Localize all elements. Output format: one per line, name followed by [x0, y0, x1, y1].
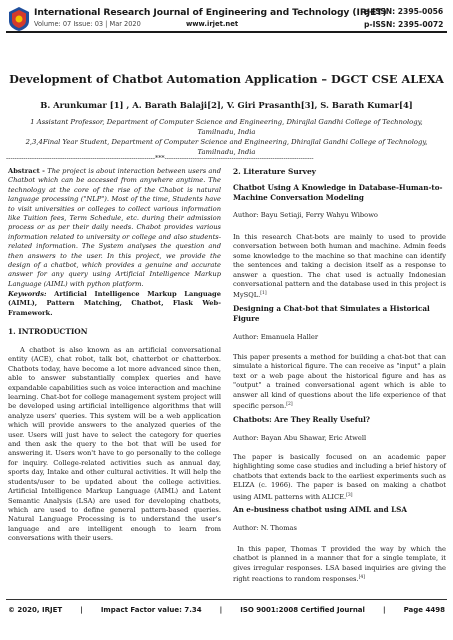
affiliation-2-location: Tamilnadu, India: [197, 148, 256, 156]
p-issn: p-ISSN: 2395-0072: [364, 20, 444, 29]
keywords-block: [8, 290, 221, 318]
survey-item-text: [233, 233, 446, 301]
abstract-text: The project is about interaction between users and Chatbot which can be accessed from anywhere anytime. The technology at the core of the rise of the Chabot is natural language processing ("NLP"). Most of the time, Students have to visit universities or colleges to collect various information like Tuition fees, Term Schedule, etc. during their admission process or as per their daily needs. Chabot provides various information related to university or college and also students-related information. The System analyses the question and then answers to the user. In this project, we provide the design of a chatbot, which provides a genuine and accurate answer for any query using Artificial Intelligence Markup Language (AIML) with python platform.: [8, 167, 221, 288]
survey-item-body: The paper is basically focused on an academic paper highlighting some case studies and including a brief history of chatbots that extends back to the earliest experiments such as ELIZA (c. 1966). The paper is based on making a chatbot using AIML patterns with ALICE.: [233, 453, 446, 501]
survey-heading: 2. Literature Survey: [233, 167, 316, 176]
affiliation-1: 1 Assistant Professor, Department of Computer Science and Engineering, Dhirajlal Gandhi College of Technology,: [30, 118, 423, 126]
survey-item-title: Chatbot Using A Knowledge in Database-Human-to-Machine Conversation Modeling: [233, 183, 443, 202]
keywords-label: Keywords:: [8, 290, 55, 298]
survey-item-text: [233, 545, 446, 585]
footer-iso: ISO 9001:2008 Certified Journal: [240, 606, 365, 614]
footer-separator: |: [382, 606, 386, 614]
survey-item-title: Designing a Chat-bot that Simulates a Historical Figure: [233, 304, 430, 323]
survey-item-author: Author: Emanuela Haller: [233, 333, 319, 341]
abstract-block: [8, 167, 221, 289]
footer-copyright: © 2020, IRJET: [8, 606, 63, 614]
survey-item-title: An e-business chatbot using AIML and LSA: [233, 505, 407, 514]
survey-item-text: [233, 353, 446, 412]
e-issn: e-ISSN: 2395-0056: [364, 7, 444, 16]
citation-ref: [1]: [260, 291, 267, 297]
keywords-text: Artificial Intelligence Markup Language (AIML), Pattern Matching, Chatbot, Flask Web-Framework.: [8, 290, 221, 317]
intro-heading: 1. INTRODUCTION: [8, 327, 88, 336]
survey-item-body: This paper presents a method for building a chat-bot that can simulate a historical figure. The can receive as "input" a plain text or a web page about the historical figure and has as "output" a trained conversational agent which is able to answer all kind of questions about the life experience of that specific person.: [233, 353, 446, 411]
abstract-label: Abstract -: [8, 167, 48, 175]
section-separator: ---------------------------------------------------------------------***---------------------------------------------------------------------: [6, 155, 314, 162]
citation-ref: [3]: [346, 492, 353, 498]
survey-item-author: Author: N. Thomas: [233, 524, 297, 532]
footer-separator: |: [219, 606, 223, 614]
survey-item-body: In this research Chat-bots are mainly to used to provide conversation between both human and machine. Admin feeds some knowledge to the machine so that machine can identify the sentences and taking a decision itself as a response to answer a question. The chat used is actually Indonesian conversational pattern and the database used in this project is MySQL.: [233, 233, 446, 300]
footer-rule: [6, 599, 447, 600]
survey-item-body: In this paper, Thomas T provided the way by which the chatbot is planned in a manner that for a single template, it gives irregular responses. LSA based inquiries are giving the right reactions to random responses.: [233, 545, 446, 584]
affiliation-1-location: Tamilnadu, India: [197, 128, 256, 136]
paper-title: Development of Chatbot Automation Application – DGCT CSE ALEXA: [9, 72, 444, 86]
survey-item-title: Chatbots: Are They Really Useful?: [233, 415, 371, 424]
header-rule: [6, 31, 447, 33]
intro-text: A chatbot is also known as an artificial conversational entity (ACE), chat robot, talk bot, chatterbot or chatterbox. Chatbots today, have become a lot more advanced since then, able to answer substantially complex queries and have expandable capabilities such as voice interaction and machine learning. Chat-bot for college management system project will be developed using artificial intelligence algorithms that will analyze users' queries. This system will be a web application which will provide answers to the analyzed queries of the user. Users will just have to select the category for queries and then ask the query to the bot that will be used for answering it. Users won't have to go personally to the college for inquiry. College-related activities such as annual day, sports day, Intake and other cultural activities. It will help the students/user to be updated about the college activities. Artificial Intelligence Markup Language (AIML) and Latent Semantic Analysis (LSA) are used for developing chatbots, which are used to define general pattern-based queries. Natural Language Processing is to understand the user's language and are intelligent enough to learn from conversations with their users.: [8, 346, 221, 543]
footer-impact-factor: Impact Factor value: 7.34: [100, 606, 202, 614]
footer-page-number: Page 4498: [403, 606, 445, 614]
survey-item-author: Author: Bayu Setiaji, Ferry Wahyu Wibowo: [233, 211, 378, 219]
page-footer: [8, 606, 445, 614]
journal-url[interactable]: www.irjet.net: [186, 20, 239, 28]
citation-ref: [2]: [286, 402, 293, 408]
volume-issue: Volume: 07 Issue: 03 | Mar 2020: [34, 20, 141, 28]
survey-item-text: [233, 453, 446, 502]
citation-ref: [4]: [358, 575, 365, 581]
affiliation-2: 2,3,4Final Year Student, Department of Computer Science and Engineering, Dhirajlal Gandhi College of Technology,: [25, 138, 428, 146]
survey-item-author: Author: Bayan Abu Shawar, Eric Atwell: [233, 434, 367, 442]
irjet-logo-icon: [8, 6, 30, 32]
journal-name: International Research Journal of Engineering and Technology (IRJET): [34, 7, 387, 18]
footer-separator: |: [80, 606, 83, 614]
author-list: B. Arunkumar [1] , A. Barath Balaji[2], V. Giri Prasanth[3], S. Barath Kumar[4]: [40, 100, 413, 110]
